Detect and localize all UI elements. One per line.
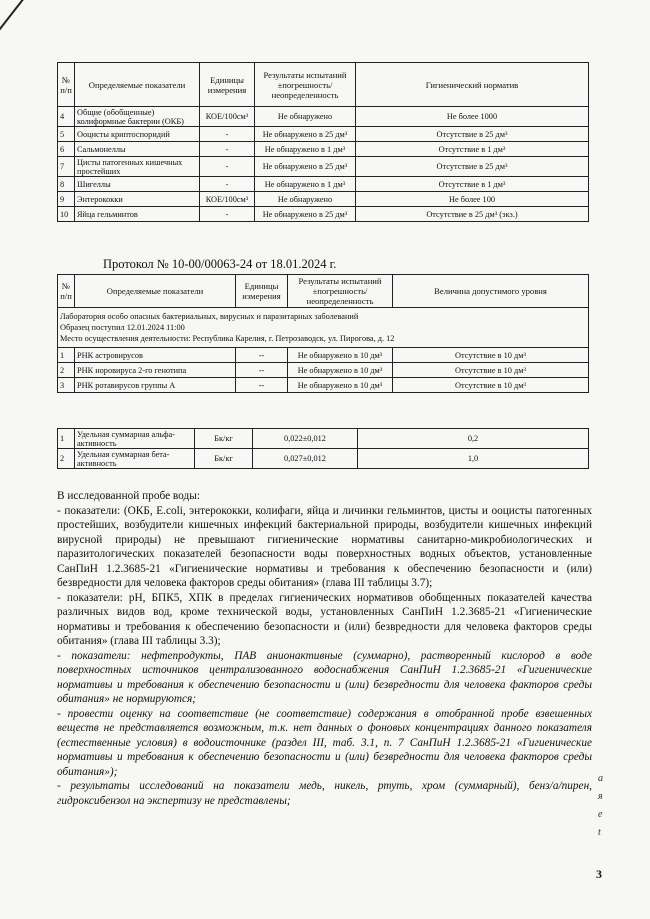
row-result: Не обнаружено в 25 дм³ bbox=[255, 127, 356, 142]
row-result: Не обнаружено в 10 дм³ bbox=[288, 363, 393, 378]
table-header-row bbox=[58, 275, 589, 308]
row-indicator: Сальмонеллы bbox=[75, 142, 200, 157]
row-result: Не обнаружено в 1 дм³ bbox=[255, 142, 356, 157]
row-units: - bbox=[200, 127, 255, 142]
table-row bbox=[58, 429, 589, 449]
conclusion-paragraph: - провести оценку на соответствие (не соответствие) содержания в отобранной пробе взвешенных веществ не представляется возможным, т.к. нет данных о фоновых концентрациях данного показателя (естественные условия) в водоисточнике (раздел III, таб. 3.1, п. 7 СанПиН 1.2.3685-21 «Гигиенические нормативы и требования к обеспечению безопасности и (или) безвредности для человека факторов среды обитания»); bbox=[57, 707, 592, 778]
conclusion-heading: В исследованной пробе воды: bbox=[57, 490, 200, 502]
header-indicator: Определяемые показатели bbox=[75, 275, 236, 308]
conclusion-paragraph: - показатели: рН, БПК5, ХПК в пределах гигиенических нормативов обобщенных показателей качества различных видов вод, кроме технической воды, установленных СанПиН 1.2.3685-21 «Гигиенические нормативы и требования к обеспечению безопасности и (или) безвредности для человека факторов среды обитания» (глава III таблицы 3.3); bbox=[57, 591, 592, 647]
row-norm: Отсутствие в 25 дм³ (экз.) bbox=[356, 207, 589, 222]
header-num: № п/п bbox=[58, 275, 75, 308]
row-indicator: Шигеллы bbox=[75, 177, 200, 192]
row-num: 6 bbox=[58, 142, 75, 157]
table-row bbox=[58, 192, 589, 207]
row-units: - bbox=[200, 177, 255, 192]
table-row bbox=[58, 363, 589, 378]
row-indicator: РНК норовируса 2-го генотипа bbox=[75, 363, 236, 378]
row-units: - bbox=[200, 142, 255, 157]
row-units: - bbox=[200, 207, 255, 222]
lab-info-row bbox=[58, 308, 589, 348]
margin-mark: е bbox=[598, 809, 603, 820]
table-row bbox=[58, 157, 589, 177]
row-result: Не обнаружено в 25 дм³ bbox=[255, 207, 356, 222]
row-num: 1 bbox=[58, 348, 75, 363]
table-row bbox=[58, 177, 589, 192]
row-norm: Отсутствие в 1 дм³ bbox=[356, 177, 589, 192]
row-norm: Отсутствие в 10 дм³ bbox=[393, 363, 589, 378]
row-result: 0,022±0,012 bbox=[253, 429, 358, 449]
row-norm: Отсутствие в 10 дм³ bbox=[393, 348, 589, 363]
row-units: - bbox=[200, 157, 255, 177]
row-indicator: РНК астровирусов bbox=[75, 348, 236, 363]
row-units: -- bbox=[236, 348, 288, 363]
row-num: 10 bbox=[58, 207, 75, 222]
table-header-row bbox=[58, 63, 589, 107]
table-row bbox=[58, 142, 589, 157]
header-num: № п/п bbox=[58, 63, 75, 107]
row-num: 2 bbox=[58, 363, 75, 378]
microbiology-results-table bbox=[57, 62, 589, 222]
table-row bbox=[58, 107, 589, 127]
margin-marks bbox=[598, 770, 618, 842]
row-num: 8 bbox=[58, 177, 75, 192]
virology-results-table bbox=[57, 274, 589, 393]
conclusion-paragraph: - результаты исследований на показатели медь, никель, ртуть, хром (суммарный), бенз/а/пирен, гидроксибензол на экспертизу не представлены; bbox=[57, 780, 592, 807]
row-units: КОЕ/100см³ bbox=[200, 107, 255, 127]
header-indicator: Определяемые показатели bbox=[75, 63, 200, 107]
row-result: Не обнаружено в 10 дм³ bbox=[288, 378, 393, 393]
row-indicator: Общие (обобщенные) колиформные бактерии (ОКБ) bbox=[75, 107, 200, 127]
row-indicator: Ооцисты криптоспоридий bbox=[75, 127, 200, 142]
row-norm: Отсутствие в 1 дм³ bbox=[356, 142, 589, 157]
conclusion-section bbox=[57, 489, 592, 808]
row-result: Не обнаружено bbox=[255, 107, 356, 127]
row-norm: 0,2 bbox=[358, 429, 589, 449]
table-row bbox=[58, 127, 589, 142]
row-indicator: Яйца гельминтов bbox=[75, 207, 200, 222]
conclusion-paragraph: - показатели: (ОКБ, E.coli, энтерококки, колифаги, яйца и личинки гельминтов, цисты и ооцисты патогенных простейших, возбудители кишечных инфекций бактериальной природы, возбудители кишечных инфекций вирусной природы) не превышают гигиенические нормативы санитарно-микробиологических и паразитологических показателей безопасности воды поверхностных водных объектов, установленные СанПиН 1.2.3685-21 «Гигиенические нормативы и требования к обеспечению безопасности и (или) безвредности для человека факторов среды обитания» (глава III таблицы 3.7); bbox=[57, 504, 592, 589]
protocol-title: Протокол № 10-00/00063-24 от 18.01.2024 г. bbox=[103, 257, 337, 271]
conclusion-paragraph: - показатели: нефтепродукты, ПАВ анионактивные (суммарно), растворенный кислород в воде поверхностных источников централизованного водоснабжения СанПиН 1.2.3685-21 «Гигиенические нормативы и требования к обеспечению безопасности и (или) безвредности для человека факторов среды обитания» не нормируются; bbox=[57, 649, 592, 705]
margin-mark: а bbox=[598, 773, 603, 784]
row-norm: 1,0 bbox=[358, 449, 589, 469]
corner-scan-line bbox=[0, 0, 47, 41]
row-units: КОЕ/100см³ bbox=[200, 192, 255, 207]
row-num: 4 bbox=[58, 107, 75, 127]
row-indicator: Удельная суммарная альфа-активность bbox=[75, 429, 195, 449]
margin-mark: я bbox=[598, 791, 603, 802]
row-num: 2 bbox=[58, 449, 75, 469]
row-units: -- bbox=[236, 378, 288, 393]
row-result: Не обнаружено bbox=[255, 192, 356, 207]
row-result: Не обнаружено в 1 дм³ bbox=[255, 177, 356, 192]
row-norm: Не более 100 bbox=[356, 192, 589, 207]
header-results: Результаты испытаний ±погрешность/ неопределенность bbox=[255, 63, 356, 107]
radiology-results-table bbox=[57, 428, 589, 469]
margin-mark: t bbox=[598, 827, 601, 838]
header-units: Единицы измерения bbox=[200, 63, 255, 107]
row-units: Бк/кг bbox=[195, 449, 253, 469]
row-num: 3 bbox=[58, 378, 75, 393]
table-row bbox=[58, 348, 589, 363]
row-indicator: Цисты патогенных кишечных простейших bbox=[75, 157, 200, 177]
row-indicator: РНК ротавирусов группы А bbox=[75, 378, 236, 393]
table-row bbox=[58, 378, 589, 393]
sample-received: Образец поступил 12.01.2024 11:00 bbox=[60, 323, 185, 332]
activity-location: Место осуществления деятельности: Республика Карелия, г. Петрозаводск, ул. Пирогова, д. 12 bbox=[60, 334, 395, 343]
row-num: 1 bbox=[58, 429, 75, 449]
row-indicator: Удельная суммарная бета-активность bbox=[75, 449, 195, 469]
table-row bbox=[58, 449, 589, 469]
row-result: 0,027±0,012 bbox=[253, 449, 358, 469]
row-num: 5 bbox=[58, 127, 75, 142]
row-norm: Отсутствие в 25 дм³ bbox=[356, 127, 589, 142]
row-num: 7 bbox=[58, 157, 75, 177]
row-norm: Не более 1000 bbox=[356, 107, 589, 127]
row-norm: Отсутствие в 10 дм³ bbox=[393, 378, 589, 393]
header-norm: Гигиенический норматив bbox=[356, 63, 589, 107]
table-row bbox=[58, 207, 589, 222]
row-result: Не обнаружено в 10 дм³ bbox=[288, 348, 393, 363]
page-number: 3 bbox=[596, 867, 602, 881]
row-units: -- bbox=[236, 363, 288, 378]
row-units: Бк/кг bbox=[195, 429, 253, 449]
row-num: 9 bbox=[58, 192, 75, 207]
lab-name: Лаборатория особо опасных бактериальных, вирусных и паразитарных заболеваний bbox=[60, 312, 359, 321]
row-norm: Отсутствие в 25 дм³ bbox=[356, 157, 589, 177]
row-indicator: Энтерококки bbox=[75, 192, 200, 207]
header-units: Единицы измерения bbox=[236, 275, 288, 308]
header-results: Результаты испытаний ±погрешность/ неопределенность bbox=[288, 275, 393, 308]
row-result: Не обнаружено в 25 дм³ bbox=[255, 157, 356, 177]
header-norm: Величина допустимого уровня bbox=[393, 275, 589, 308]
